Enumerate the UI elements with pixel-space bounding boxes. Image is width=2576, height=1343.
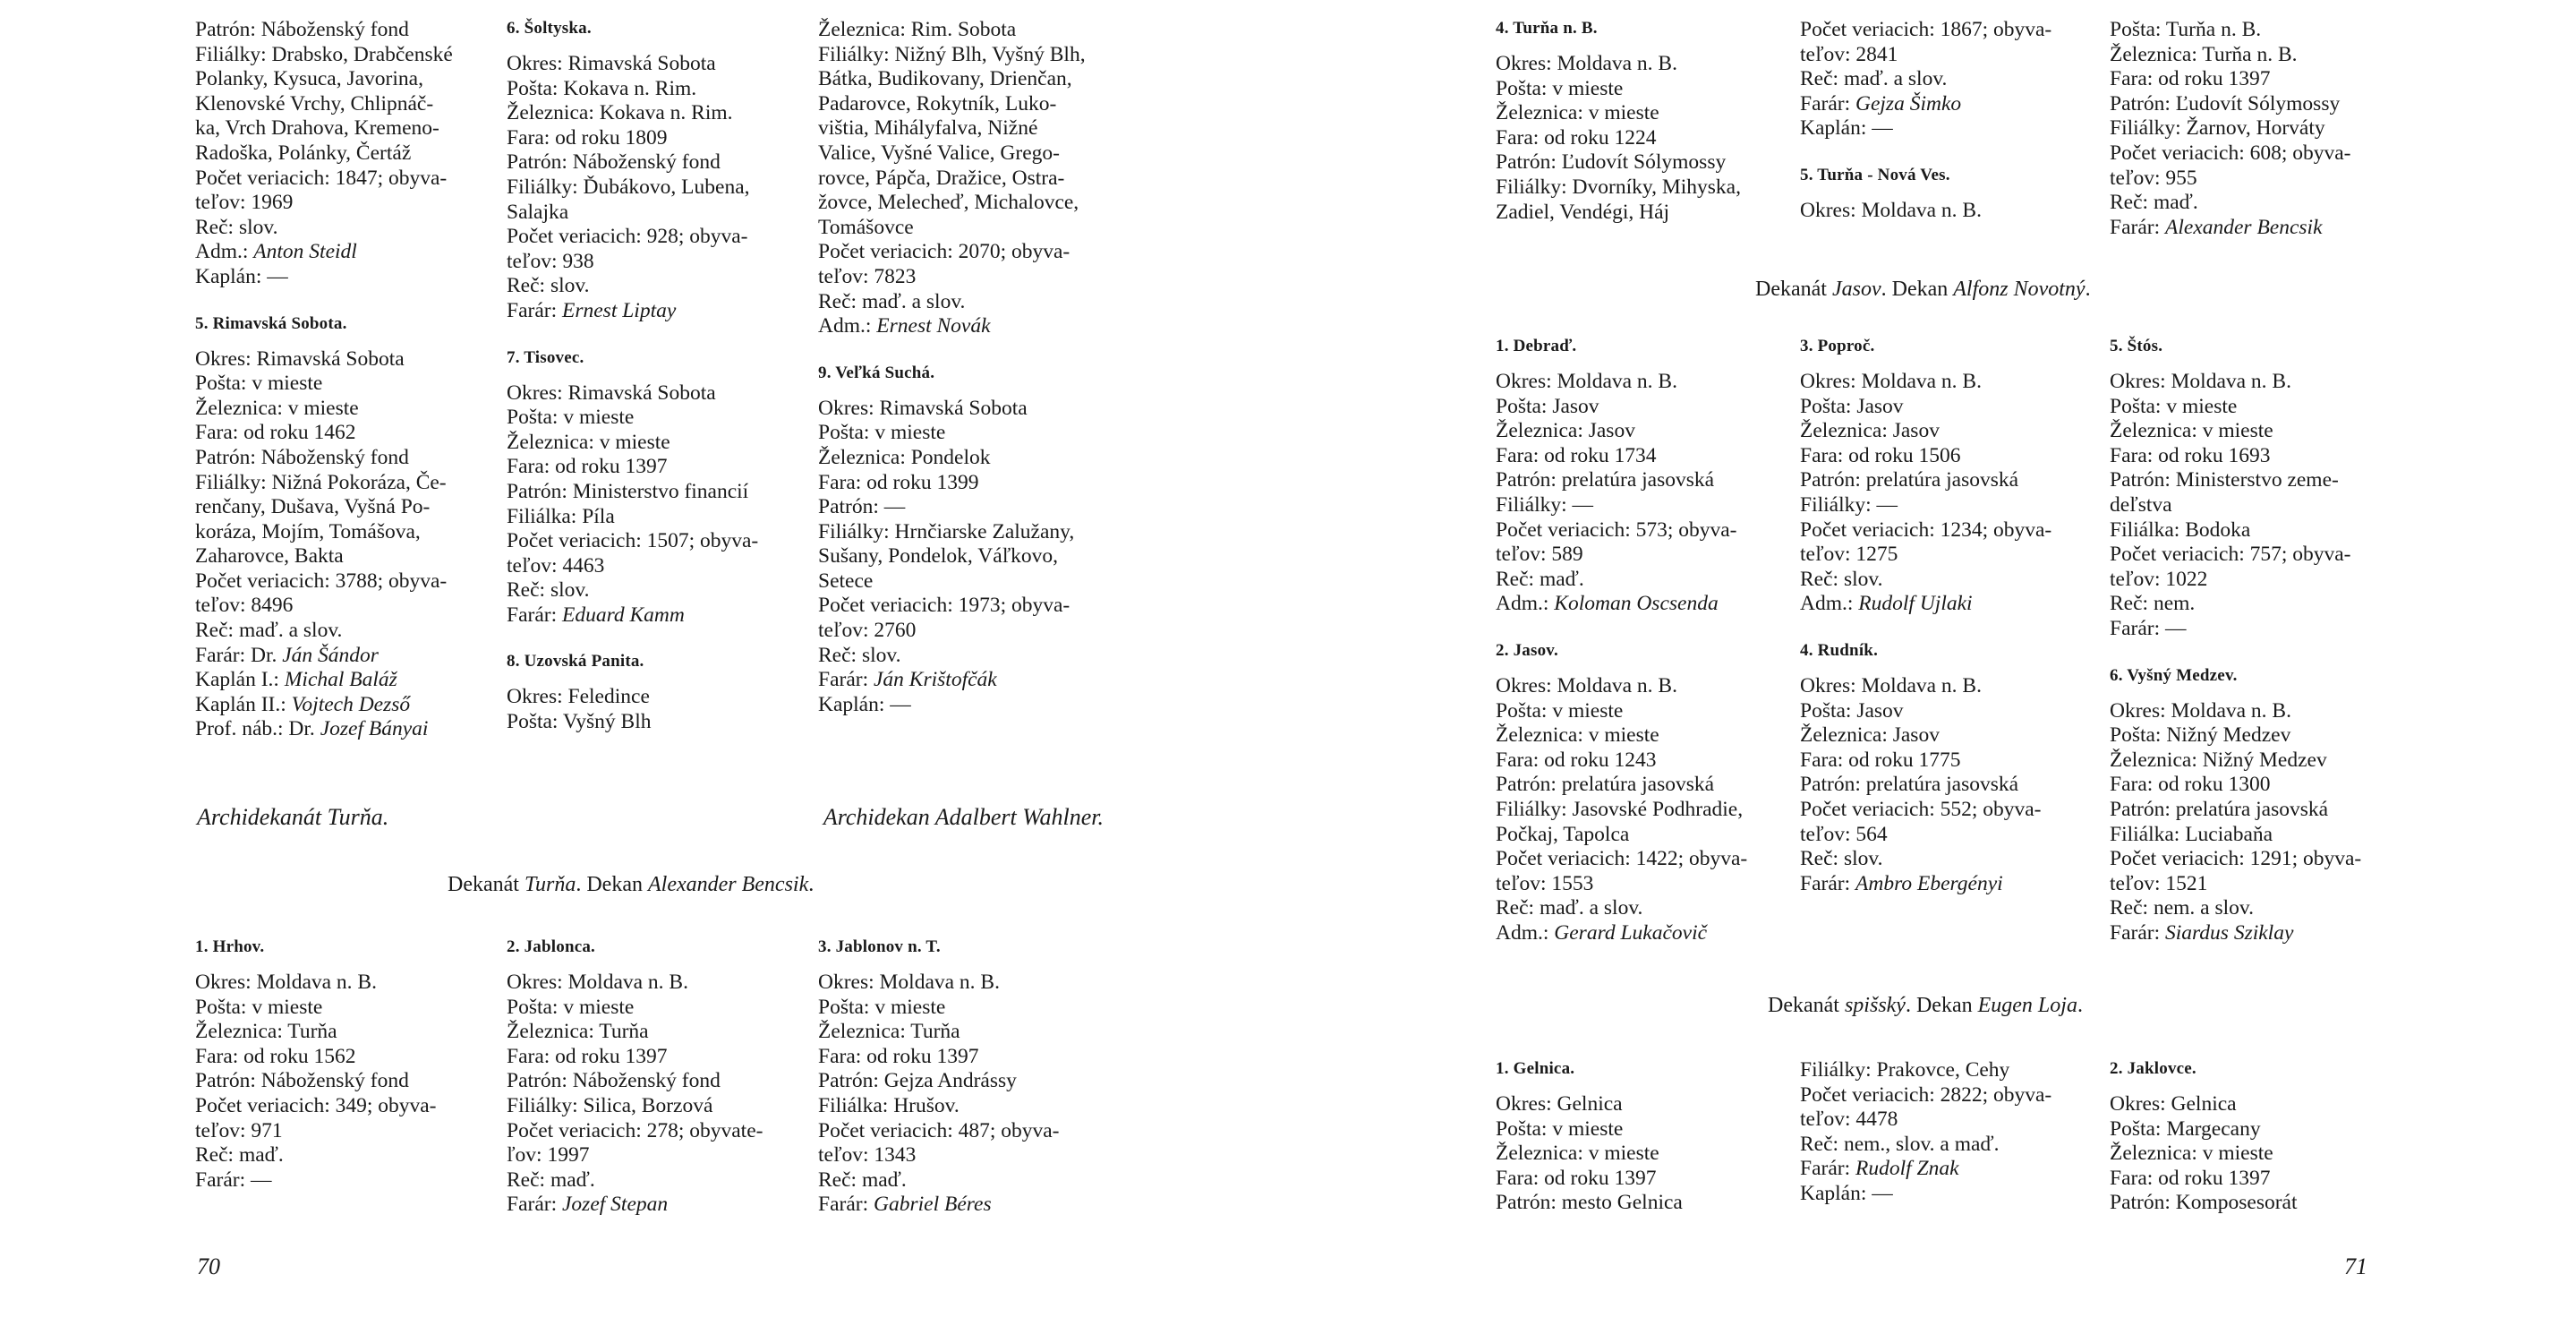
- parish-heading: 1. Gelnica.: [1496, 1059, 1575, 1078]
- entry-line: Okres: Moldava n. B.: [1496, 673, 1677, 697]
- parish-entry: [1800, 1058, 2095, 1207]
- person-name: Ján Šándor: [282, 643, 379, 667]
- spis-col-3: [2110, 1058, 2405, 1216]
- entry-line: žovce, Melecheď, Michalovce,: [818, 191, 1079, 215]
- parish-entry: [1800, 640, 2095, 896]
- archdeacon-label: Archidekan Adalbert Wahlner.: [823, 804, 1104, 830]
- entry-line: Reč: maď. a slov.: [1496, 896, 1643, 920]
- person-name: Jozef Bányai: [320, 717, 429, 741]
- entry-line: Pošta: v mieste: [2110, 394, 2238, 418]
- entry-line: Fara: od roku 1734: [1496, 443, 1657, 467]
- page-number-left: 70: [197, 1253, 220, 1279]
- entry-line: Pošta: v mieste: [818, 995, 946, 1019]
- parish-entry: [818, 18, 1122, 339]
- entry-line: Okres: Rimavská Sobota: [818, 396, 1028, 420]
- entry-line: Pošta: v mieste: [507, 406, 635, 430]
- parish-entry: [195, 313, 490, 743]
- entry-line: Okres: Moldava n. B.: [1800, 673, 1982, 697]
- parish-heading: 9. Veľká Suchá.: [818, 363, 935, 382]
- entry-line: Počet veriacich: 3788; obyva-: [195, 569, 448, 593]
- entry-line: koráza, Mojím, Tomášova,: [195, 519, 421, 543]
- entry-line: Počet veriacich: 1422; obyva-: [1496, 847, 1748, 871]
- person-name: Koloman Oscsenda: [1554, 592, 1719, 616]
- entry-line: Fara: od roku 1397: [2110, 67, 2271, 91]
- entry-line: Farár: Jozef Stepan: [507, 1193, 669, 1217]
- entry-line: Okres: Rimavská Sobota: [507, 381, 716, 405]
- entry-line: Patrón: Náboženský fond: [195, 18, 409, 41]
- entry-line: Padarovce, Rokytník, Luko-: [818, 91, 1057, 115]
- entry-line: Farár: Ján Krištofčák: [818, 668, 997, 692]
- entry-line: Kaplán: —: [195, 264, 288, 288]
- entry-line: Železnica: Turňa: [818, 1020, 960, 1044]
- parish-heading: 3. Jablonov n. T.: [818, 937, 941, 956]
- entry-line: teľov: 4463: [507, 553, 605, 577]
- entry-line: Počkaj, Tapolca: [1496, 822, 1630, 846]
- entry-line: Počet veriacich: 1973; obyva-: [818, 594, 1070, 618]
- person-name: Siardus Sziklay: [2165, 920, 2294, 945]
- entry-line: Železnica: v mieste: [1496, 101, 1659, 125]
- entry-line: Železnica: v mieste: [1496, 1142, 1659, 1166]
- parish-entry: [2110, 336, 2405, 642]
- entry-line: teľov: 2841: [1800, 42, 1898, 66]
- entry-line: Fara: od roku 1809: [507, 125, 668, 150]
- entry-line: Patrón: prelatúra jasovská: [1496, 773, 1715, 797]
- entry-line: Počet veriacich: 487; obyva-: [818, 1118, 1060, 1142]
- left-top-col-3: [818, 18, 1122, 717]
- entry-line: Počet veriacich: 1507; obyva-: [507, 529, 759, 553]
- entry-line: Železnica: Jasov: [1800, 723, 1940, 748]
- person-name: Michal Baláž: [284, 668, 397, 692]
- entry-line: teľov: 589: [1496, 543, 1583, 567]
- entry-line: Patrón: Náboženský fond: [195, 1069, 409, 1093]
- left-top-col-2: [507, 18, 802, 735]
- entry-line: Pošta: Turňa n. B.: [2110, 18, 2262, 41]
- entry-line: Počet veriacich: 1867; obyva-: [1800, 18, 2052, 41]
- entry-line: Filiálky: Prakovce, Cehy: [1800, 1058, 2010, 1082]
- jasov-col-3: [2110, 336, 2405, 945]
- entry-line: Farár: Alexander Bencsik: [2110, 215, 2323, 239]
- entry-line: Pošta: v mieste: [507, 995, 635, 1019]
- entry-line: teľov: 938: [507, 249, 594, 273]
- entry-line: Fara: od roku 1693: [2110, 443, 2271, 467]
- entry-line: Železnica: Jasov: [1496, 419, 1635, 443]
- entry-line: Filiálky: Jasovské Podhradie,: [1496, 797, 1744, 821]
- entry-line: Počet veriacich: 1234; obyva-: [1800, 518, 2052, 542]
- entry-line: Bátka, Budikovany, Drienčan,: [818, 67, 1072, 91]
- entry-line: Patrón: Komposesorát: [2110, 1191, 2298, 1215]
- entry-line: Okres: Moldava n. B.: [1496, 370, 1677, 393]
- entry-line: Okres: Moldava n. B.: [1800, 198, 1982, 222]
- parish-heading: 5. Štós.: [2110, 337, 2163, 355]
- entry-line: Reč: maď.: [507, 1168, 595, 1192]
- entry-line: Počet veriacich: 757; obyva-: [2110, 543, 2351, 567]
- left-top-col-1: [195, 18, 490, 742]
- entry-line: teľov: 1022: [2110, 567, 2208, 591]
- entry-line: Patrón: Gejza Andrássy: [818, 1069, 1017, 1093]
- parish-heading: 6. Šoltyska.: [507, 19, 592, 38]
- entry-line: rovce, Pápča, Dražice, Ostra-: [818, 166, 1065, 190]
- entry-line: Filiálky: Dvorníky, Mihyska,: [1496, 175, 1741, 199]
- person-name: Eduard Kamm: [562, 603, 685, 627]
- entry-line: Reč: slov.: [195, 215, 278, 239]
- entry-line: Reč: maď. a slov.: [818, 289, 966, 313]
- entry-line: Kaplán: —: [818, 692, 911, 716]
- entry-line: teľov: 1969: [195, 191, 294, 215]
- entry-line: Okres: Moldava n. B.: [507, 971, 688, 994]
- jasov-col-2: [1800, 336, 2095, 896]
- entry-line: Pošta: Jasov: [1800, 394, 1904, 418]
- person-name: Jozef Stepan: [562, 1193, 669, 1217]
- parish-entry: [1800, 18, 2095, 141]
- entry-line: Reč: slov.: [1800, 567, 1883, 591]
- parish-entry: [2110, 18, 2405, 240]
- entry-line: Patrón: Ministerstvo zeme-: [2110, 468, 2339, 492]
- entry-line: vištia, Mihályfalva, Nižné: [818, 116, 1038, 141]
- parish-heading: 2. Jablonca.: [507, 937, 595, 956]
- entry-line: Patrón: Ľudovít Sólymossy: [1496, 150, 1727, 175]
- entry-line: Patrón: —: [818, 495, 906, 519]
- entry-line: Farár: Gejza Šimko: [1800, 91, 1962, 115]
- entry-line: teľov: 955: [2110, 166, 2197, 190]
- entry-line: Okres: Rimavská Sobota: [195, 346, 405, 371]
- entry-line: Adm.: Ernest Novák: [818, 314, 991, 338]
- parish-entry: [195, 18, 490, 290]
- entry-line: Reč: nem.: [2110, 592, 2196, 616]
- person-name: Ambro Ebergényi: [1855, 871, 2003, 895]
- entry-line: Patrón: Ministerstvo financií: [507, 479, 749, 503]
- person-name: Rudolf Znak: [1855, 1157, 1959, 1181]
- entry-line: Filiálky: Nižný Blh, Vyšný Blh,: [818, 42, 1086, 66]
- entry-line: Počet veriacich: 2822; obyva-: [1800, 1082, 2052, 1107]
- entry-line: Železnica: Turňa: [195, 1020, 337, 1044]
- entry-line: ľov: 1997: [507, 1143, 590, 1168]
- entry-line: Adm.: Rudolf Ujlaki: [1800, 592, 1973, 616]
- page-number-right: 71: [2344, 1253, 2367, 1279]
- entry-line: teľov: 1521: [2110, 871, 2208, 895]
- entry-line: teľov: 8496: [195, 594, 294, 618]
- parish-entry: [818, 937, 1122, 1218]
- parish-heading: 5. Turňa - Nová Ves.: [1800, 165, 1950, 184]
- entry-line: Pošta: v mieste: [818, 421, 946, 445]
- parish-heading: 4. Turňa n. B.: [1496, 19, 1598, 38]
- entry-line: renčany, Dušava, Vyšná Po-: [195, 495, 431, 519]
- entry-line: teľov: 7823: [818, 264, 917, 288]
- entry-line: Farár: Dr. Ján Šándor: [195, 643, 379, 667]
- parish-heading: 2. Jasov.: [1496, 640, 1558, 660]
- person-name: Ján Krištofčák: [874, 668, 997, 692]
- entry-line: Okres: Moldava n. B.: [2110, 698, 2291, 723]
- entry-line: teľov: 4478: [1800, 1108, 1898, 1132]
- entry-line: Pošta: v mieste: [195, 372, 323, 396]
- entry-line: Kaplán I.: Michal Baláž: [195, 668, 397, 692]
- parish-heading: 1. Debraď.: [1496, 337, 1577, 355]
- entry-line: Fara: od roku 1224: [1496, 125, 1657, 150]
- parish-entry: [195, 937, 490, 1193]
- entry-line: teľov: 564: [1800, 822, 1888, 846]
- entry-line: Patrón: prelatúra jasovská: [2110, 797, 2329, 821]
- entry-line: Reč: maď. a slov.: [195, 619, 343, 643]
- entry-line: Železnica: Jasov: [1800, 419, 1940, 443]
- entry-line: Sušany, Pondelok, Váľkovo,: [818, 544, 1059, 569]
- entry-line: Okres: Moldava n. B.: [195, 971, 377, 994]
- entry-line: Kaplán II.: Vojtech Dezső: [195, 692, 411, 716]
- entry-line: Farár: Siardus Sziklay: [2110, 920, 2294, 945]
- entry-line: Reč: maď.: [818, 1168, 907, 1192]
- person-name: Gabriel Béres: [874, 1193, 992, 1217]
- entry-line: Železnica: v mieste: [2110, 1142, 2273, 1166]
- parish-heading: 6. Vyšný Medzev.: [2110, 665, 2238, 685]
- entry-line: Počet veriacich: 608; obyva-: [2110, 141, 2351, 165]
- entry-line: teľov: 971: [195, 1118, 283, 1142]
- entry-line: Pošta: v mieste: [195, 995, 323, 1019]
- entry-line: Zaharovce, Bakta: [195, 544, 344, 569]
- entry-line: Prof. náb.: Dr. Jozef Bányai: [195, 717, 429, 741]
- person-name: Ernest Liptay: [562, 298, 677, 322]
- deanery-title-spis: Dekanát spišský. Dekan Eugen Loja.: [1768, 994, 2083, 1017]
- entry-line: Patrón: Náboženský fond: [507, 1069, 721, 1093]
- person-name: Vojtech Dezső: [291, 692, 411, 716]
- entry-line: Patrón: prelatúra jasovská: [1496, 468, 1715, 492]
- entry-line: Filiálky: Silica, Borzová: [507, 1093, 713, 1117]
- entry-line: Okres: Moldava n. B.: [1496, 52, 1677, 75]
- entry-line: Reč: slov.: [1800, 847, 1883, 871]
- entry-line: Fara: od roku 1300: [2110, 773, 2271, 797]
- parish-entry: [507, 18, 802, 324]
- entry-line: Pošta: Nižný Medzev: [2110, 723, 2291, 748]
- parish-entry: [1800, 165, 2095, 224]
- entry-line: Počet veriacich: 278; obyvate-: [507, 1118, 763, 1142]
- entry-line: Železnica: Pondelok: [818, 445, 991, 469]
- parish-heading: 3. Poproč.: [1800, 337, 1875, 355]
- entry-line: Farár: —: [2110, 616, 2187, 640]
- entry-line: Patrón: Ľudovít Sólymossy: [2110, 91, 2341, 115]
- deanery-title-jasov: Dekanát Jasov. Dekan Alfonz Novotný.: [1755, 278, 2091, 301]
- entry-line: Okres: Moldava n. B.: [2110, 370, 2291, 393]
- parish-heading: 8. Uzovská Panita.: [507, 652, 644, 672]
- spis-col-1: [1496, 1058, 1791, 1216]
- entry-line: Reč: slov.: [507, 274, 590, 298]
- entry-line: Okres: Feledince: [507, 685, 650, 709]
- entry-line: Klenovské Vrchy, Chlipnáč-: [195, 91, 434, 115]
- right-top-col-2: [1800, 18, 2095, 224]
- parish-entry: [1496, 1058, 1791, 1216]
- entry-line: Pošta: v mieste: [1496, 698, 1624, 723]
- entry-line: Farár: Ernest Liptay: [507, 298, 677, 322]
- entry-line: Farár: —: [195, 1168, 272, 1192]
- entry-line: Fara: od roku 1397: [507, 1044, 668, 1068]
- entry-line: Okres: Rimavská Sobota: [507, 52, 716, 75]
- parish-entry: [507, 937, 802, 1218]
- entry-line: Salajka: [507, 200, 569, 224]
- entry-line: teľov: 1343: [818, 1143, 917, 1168]
- entry-line: Filiálky: —: [1496, 492, 1594, 517]
- entry-line: Filiálky: Žarnov, Horváty: [2110, 116, 2325, 141]
- entry-line: Fara: od roku 1399: [818, 470, 979, 494]
- entry-line: Železnica: Turňa n. B.: [2110, 42, 2298, 66]
- entry-line: Farár: Gabriel Béres: [818, 1193, 992, 1217]
- entry-line: teľov: 1553: [1496, 871, 1594, 895]
- person-name: Alexander Bencsik: [2165, 215, 2323, 239]
- entry-line: Železnica: Turňa: [507, 1020, 649, 1044]
- entry-line: Fara: od roku 1397: [2110, 1166, 2271, 1190]
- parish-entry: [507, 347, 802, 629]
- person-name: Rudolf Ujlaki: [1858, 592, 1973, 616]
- entry-line: Kaplán: —: [1800, 1181, 1893, 1205]
- entry-line: teľov: 2760: [818, 619, 917, 643]
- entry-line: Reč: maď.: [1496, 567, 1584, 591]
- entry-line: Okres: Moldava n. B.: [1800, 370, 1982, 393]
- parish-entry: [2110, 1058, 2405, 1216]
- entry-line: Fara: od roku 1243: [1496, 748, 1657, 772]
- entry-line: Železnica: Kokava n. Rim.: [507, 101, 733, 125]
- entry-line: Kaplán: —: [1800, 116, 1893, 141]
- parish-heading: 2. Jaklovce.: [2110, 1059, 2196, 1078]
- entry-line: Železnica: v mieste: [2110, 419, 2273, 443]
- parish-entry: [1800, 336, 2095, 617]
- entry-line: Železnica: v mieste: [1496, 723, 1659, 748]
- entry-line: Patrón: prelatúra jasovská: [1800, 468, 2019, 492]
- entry-line: Farár: Ambro Ebergényi: [1800, 871, 2003, 895]
- parish-entry: [1496, 336, 1791, 617]
- parish-entry: [1496, 18, 1791, 225]
- entry-line: Adm.: Koloman Oscsenda: [1496, 592, 1719, 616]
- entry-line: Reč: nem. a slov.: [2110, 896, 2254, 920]
- entry-line: Železnica: Nižný Medzev: [2110, 748, 2327, 772]
- entry-line: Železnica: Rim. Sobota: [818, 18, 1017, 41]
- entry-line: Pošta: Jasov: [1496, 394, 1599, 418]
- entry-line: Železnica: v mieste: [195, 396, 359, 420]
- archdeaconry-label: Archidekanát Turňa.: [197, 804, 389, 830]
- entry-line: Reč: slov.: [818, 643, 901, 667]
- entry-line: Reč: maď.: [195, 1143, 284, 1168]
- entry-line: Filiálky: Nižná Pokoráza, Če-: [195, 470, 447, 494]
- parish-heading: 7. Tisovec.: [507, 347, 584, 367]
- entry-line: Patrón: mesto Gelnica: [1496, 1191, 1683, 1215]
- entry-line: Pošta: Kokava n. Rim.: [507, 76, 697, 100]
- entry-line: Železnica: v mieste: [507, 430, 670, 454]
- entry-line: Pošta: Jasov: [1800, 698, 1904, 723]
- entry-line: Reč: maď.: [2110, 191, 2198, 215]
- right-page: [1288, 0, 2576, 1343]
- entry-line: Zadiel, Vendégi, Háj: [1496, 200, 1670, 224]
- entry-line: Radoška, Polánky, Čertáž: [195, 141, 412, 165]
- entry-line: Fara: od roku 1506: [1800, 443, 1961, 467]
- left-bottom-col-1: [195, 937, 490, 1193]
- entry-line: Okres: Gelnica: [1496, 1092, 1623, 1116]
- entry-line: ka, Vrch Drahova, Kremeno-: [195, 116, 439, 141]
- entry-line: Počet veriacich: 349; obyva-: [195, 1093, 437, 1117]
- entry-line: Filiálky: Ďubákovo, Lubena,: [507, 175, 750, 199]
- jasov-col-1: [1496, 336, 1791, 945]
- entry-line: Filiálka: Píla: [507, 504, 615, 528]
- person-name: Gerard Lukačovič: [1554, 920, 1708, 945]
- parish-heading: 4. Rudník.: [1800, 640, 1879, 660]
- entry-line: Počet veriacich: 552; obyva-: [1800, 797, 2042, 821]
- right-top-col-1: [1496, 18, 1791, 225]
- parish-heading: 5. Rimavská Sobota.: [195, 313, 347, 333]
- entry-line: Počet veriacich: 1847; obyva-: [195, 166, 448, 190]
- deanery-title-turna: Dekanát Turňa. Dekan Alexander Bencsik.: [448, 873, 815, 896]
- left-bottom-col-3: [818, 937, 1122, 1218]
- entry-line: Filiálka: Bodoka: [2110, 518, 2251, 542]
- entry-line: Polanky, Kysuca, Javorina,: [195, 67, 423, 91]
- entry-line: Pošta: Margecany: [2110, 1116, 2261, 1141]
- entry-line: Počet veriacich: 1291; obyva-: [2110, 847, 2362, 871]
- entry-line: Adm.: Anton Steidl: [195, 240, 357, 264]
- parish-entry: [507, 651, 802, 734]
- entry-line: Farár: Eduard Kamm: [507, 603, 685, 627]
- entry-line: Adm.: Gerard Lukačovič: [1496, 920, 1708, 945]
- entry-line: Počet veriacich: 2070; obyva-: [818, 240, 1070, 264]
- entry-line: deľstva: [2110, 492, 2172, 517]
- entry-line: Setece: [818, 569, 874, 593]
- entry-line: Filiálky: Hrnčiarske Zalužany,: [818, 519, 1075, 543]
- entry-line: Pošta: Vyšný Blh: [507, 710, 652, 734]
- person-name: Anton Steidl: [253, 240, 357, 264]
- entry-line: Filiálky: —: [1800, 492, 1898, 517]
- entry-line: Patrón: Náboženský fond: [195, 445, 409, 469]
- person-name: Ernest Novák: [876, 314, 991, 338]
- entry-line: Fara: od roku 1397: [818, 1044, 979, 1068]
- entry-line: Valice, Vyšné Valice, Grego-: [818, 141, 1060, 165]
- entry-line: teľov: 1275: [1800, 543, 1898, 567]
- entry-line: Počet veriacich: 573; obyva-: [1496, 518, 1737, 542]
- person-name: Gejza Šimko: [1855, 91, 1962, 115]
- entry-line: Fara: od roku 1397: [507, 455, 668, 479]
- entry-line: Pošta: v mieste: [1496, 1116, 1624, 1141]
- entry-line: Filiálka: Luciabaňa: [2110, 822, 2273, 846]
- entry-line: Filiálka: Hrušov.: [818, 1093, 960, 1117]
- spis-col-2: [1800, 1058, 2095, 1207]
- entry-line: Tomášovce: [818, 215, 914, 239]
- entry-line: Pošta: v mieste: [1496, 76, 1624, 100]
- parish-entry: [818, 363, 1122, 718]
- entry-line: Fara: od roku 1397: [1496, 1166, 1657, 1190]
- entry-line: Filiálky: Drabsko, Drabčenské: [195, 42, 453, 66]
- entry-line: Reč: maď. a slov.: [1800, 67, 1948, 91]
- entry-line: Fara: od roku 1562: [195, 1044, 356, 1068]
- parish-entry: [2110, 665, 2405, 946]
- entry-line: Patrón: Náboženský fond: [507, 150, 721, 175]
- entry-line: Reč: slov.: [507, 578, 590, 603]
- parish-entry: [1496, 640, 1791, 946]
- entry-line: Fara: od roku 1462: [195, 421, 356, 445]
- parish-heading: 1. Hrhov.: [195, 937, 265, 956]
- entry-line: Farár: Rudolf Znak: [1800, 1157, 1959, 1181]
- entry-line: Fara: od roku 1775: [1800, 748, 1961, 772]
- entry-line: Okres: Moldava n. B.: [818, 971, 1000, 994]
- entry-line: Patrón: prelatúra jasovská: [1800, 773, 2019, 797]
- left-bottom-col-2: [507, 937, 802, 1218]
- entry-line: Reč: nem., slov. a maď.: [1800, 1132, 2000, 1156]
- entry-line: Okres: Gelnica: [2110, 1092, 2237, 1116]
- right-top-col-3: [2110, 18, 2405, 240]
- entry-line: Počet veriacich: 928; obyva-: [507, 225, 748, 249]
